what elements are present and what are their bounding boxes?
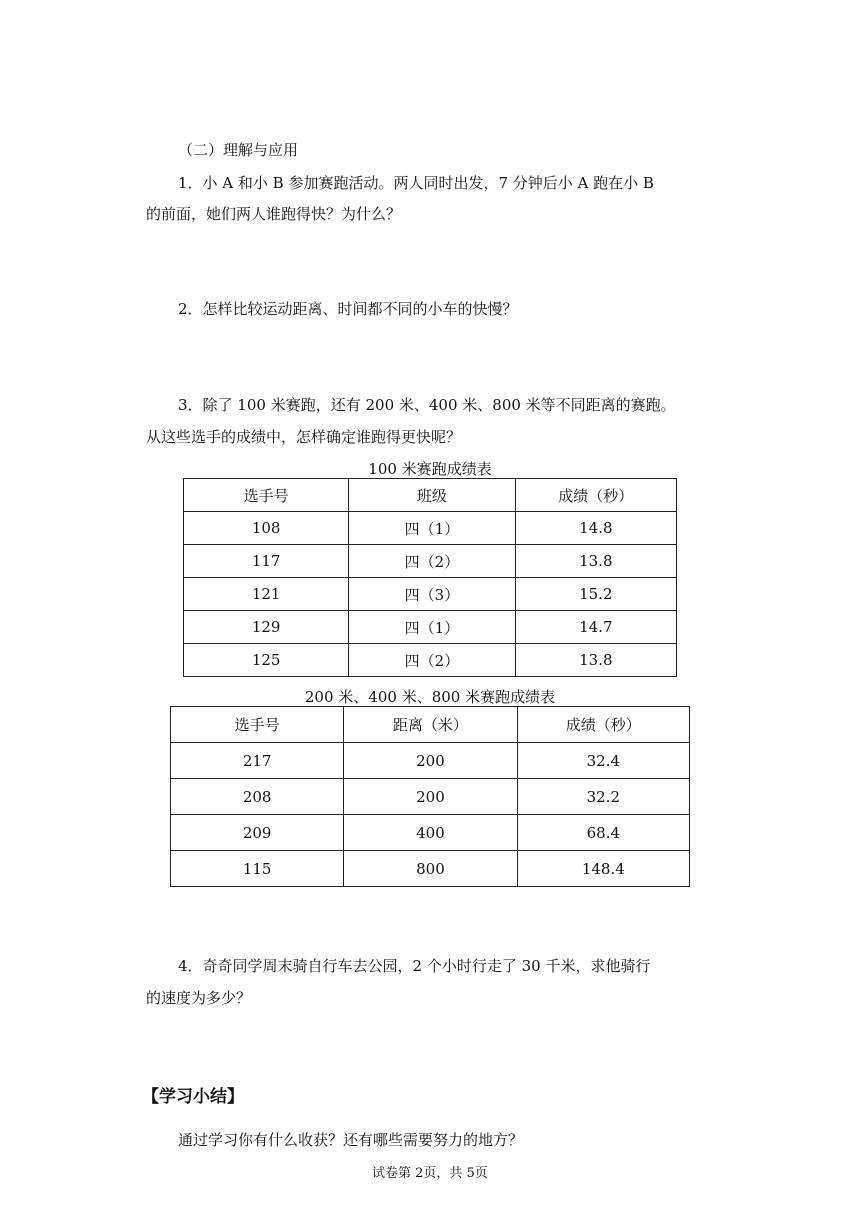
table-cell: 121 xyxy=(184,578,349,611)
table-cell: 117 xyxy=(184,545,349,578)
table-row xyxy=(171,851,690,887)
table-cell: 115 xyxy=(171,851,344,887)
table-cell: 108 xyxy=(184,512,349,545)
table-cell: 32.4 xyxy=(517,743,689,779)
table-1-caption: 100 米赛跑成绩表 xyxy=(368,460,492,478)
table-cell: 200 xyxy=(344,743,517,779)
table-cell: 800 xyxy=(344,851,517,887)
question-3-line-2: 从这些选手的成绩中，怎样确定谁跑得更快呢？ xyxy=(146,428,462,446)
header-cell-player-no: 选手号 xyxy=(171,707,344,743)
table-cell: 217 xyxy=(171,743,344,779)
table-cell: 68.4 xyxy=(517,815,689,851)
table-cell: 13.8 xyxy=(515,545,676,578)
table-cell: 14.8 xyxy=(515,512,676,545)
table-cell: 四（2） xyxy=(349,644,515,677)
table-header-row xyxy=(184,479,677,512)
summary-heading: 【学习小结】 xyxy=(142,1087,244,1107)
table-cell: 200 xyxy=(344,779,517,815)
question-2: 2．怎样比较运动距离、时间都不同的小车的快慢？ xyxy=(178,300,518,318)
table-100m-results xyxy=(183,478,677,677)
table-row xyxy=(184,512,677,545)
table-cell: 四（1） xyxy=(349,512,515,545)
header-cell-score: 成绩（秒） xyxy=(517,707,689,743)
table-cell: 32.2 xyxy=(517,779,689,815)
table-cell: 209 xyxy=(171,815,344,851)
question-1-line-2: 的前面，她们两人谁跑得快？为什么？ xyxy=(146,205,402,223)
table-cell: 四（3） xyxy=(349,578,515,611)
table-row xyxy=(171,815,690,851)
table-cell: 148.4 xyxy=(517,851,689,887)
header-cell-player-no: 选手号 xyxy=(184,479,349,512)
header-cell-distance: 距离（米） xyxy=(344,707,517,743)
table-row xyxy=(171,779,690,815)
table-2-caption: 200 米、400 米、800 米赛跑成绩表 xyxy=(304,688,556,706)
table-cell: 15.2 xyxy=(515,578,676,611)
table-row xyxy=(184,578,677,611)
table-header-row xyxy=(171,707,690,743)
table-cell: 四（2） xyxy=(349,545,515,578)
summary-prompt: 通过学习你有什么收获？还有哪些需要努力的地方？ xyxy=(178,1131,524,1149)
table-cell: 125 xyxy=(184,644,349,677)
table-row xyxy=(184,545,677,578)
section-title: （二）理解与应用 xyxy=(178,141,299,159)
page-footer: 试卷第 2页，共 5页 xyxy=(372,1166,488,1181)
table-cell: 四（1） xyxy=(349,611,515,644)
question-1-line-1: 1．小 A 和小 B 参加赛跑活动。两人同时出发，7 分钟后小 A 跑在小 B xyxy=(178,174,654,192)
table-cell: 13.8 xyxy=(515,644,676,677)
table-row xyxy=(184,611,677,644)
table-cell: 129 xyxy=(184,611,349,644)
header-cell-class: 班级 xyxy=(349,479,515,512)
header-cell-score: 成绩（秒） xyxy=(515,479,676,512)
table-row xyxy=(171,743,690,779)
table-row xyxy=(184,644,677,677)
table-cell: 14.7 xyxy=(515,611,676,644)
table-distance-results xyxy=(170,706,690,887)
question-4-line-1: 4．奇奇同学周末骑自行车去公园，2 个小时行走了 30 千米，求他骑行 xyxy=(178,957,651,975)
question-4-line-2: 的速度为多少？ xyxy=(146,989,252,1007)
table-cell: 400 xyxy=(344,815,517,851)
table-cell: 208 xyxy=(171,779,344,815)
question-3-line-1: 3．除了 100 米赛跑，还有 200 米、400 米、800 米等不同距离的赛跑。 xyxy=(178,396,676,414)
